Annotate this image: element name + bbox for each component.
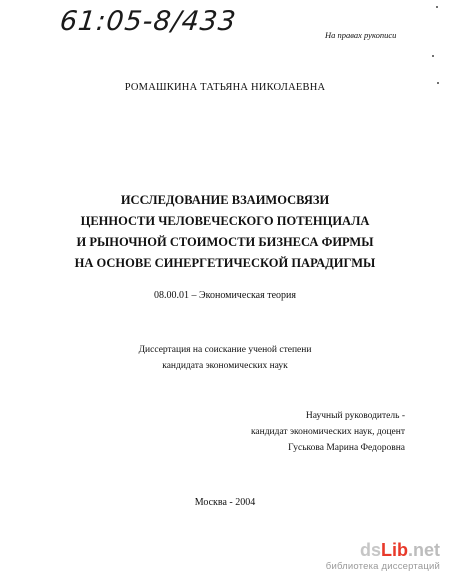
- archive-number: 61:05-8/433: [58, 6, 239, 37]
- place-year: Москва - 2004: [194, 497, 256, 508]
- specialty-code: 08.00.01 – Экономическая теория: [154, 290, 296, 301]
- watermark-subtitle: библиотека диссертаций: [325, 561, 440, 572]
- scan-speck: [437, 82, 439, 84]
- scan-speck: [436, 6, 438, 8]
- title-line: НА ОСНОВЕ СИНЕРГЕТИЧЕСКОЙ ПАРАДИГМЫ: [74, 256, 376, 270]
- logo-ds: ds: [359, 540, 381, 560]
- supervisor-line: Гуськова Марина Федоровна: [288, 443, 405, 453]
- degree-statement: [0, 342, 450, 374]
- supervisor-line: кандидат экономических наук, доцент: [250, 427, 405, 437]
- title-line: ИССЛЕДОВАНИЕ ВЗАИМОСВЯЗИ: [120, 193, 330, 207]
- degree-line: кандидата экономических наук: [162, 361, 288, 371]
- watermark-logo: [300, 540, 440, 560]
- title-line: И РЫНОЧНОЙ СТОИМОСТИ БИЗНЕСА ФИРМЫ: [76, 235, 374, 249]
- logo-net: .net: [407, 540, 440, 560]
- supervisor-line: Научный руководитель -: [305, 411, 405, 421]
- watermark: [300, 540, 440, 572]
- dissertation-title: [40, 190, 410, 274]
- rights-note: На правах рукописи: [325, 30, 397, 40]
- title-line: ЦЕННОСТИ ЧЕЛОВЕЧЕСКОГО ПОТЕНЦИАЛА: [80, 214, 370, 228]
- logo-lib: Lib: [380, 540, 408, 560]
- degree-line: Диссертация на соискание ученой степени: [138, 345, 312, 355]
- author-name: РОМАШКИНА ТАТЬЯНА НИКОЛАЕВНА: [124, 82, 326, 93]
- scan-speck: [432, 55, 434, 57]
- supervisor-block: [245, 408, 405, 456]
